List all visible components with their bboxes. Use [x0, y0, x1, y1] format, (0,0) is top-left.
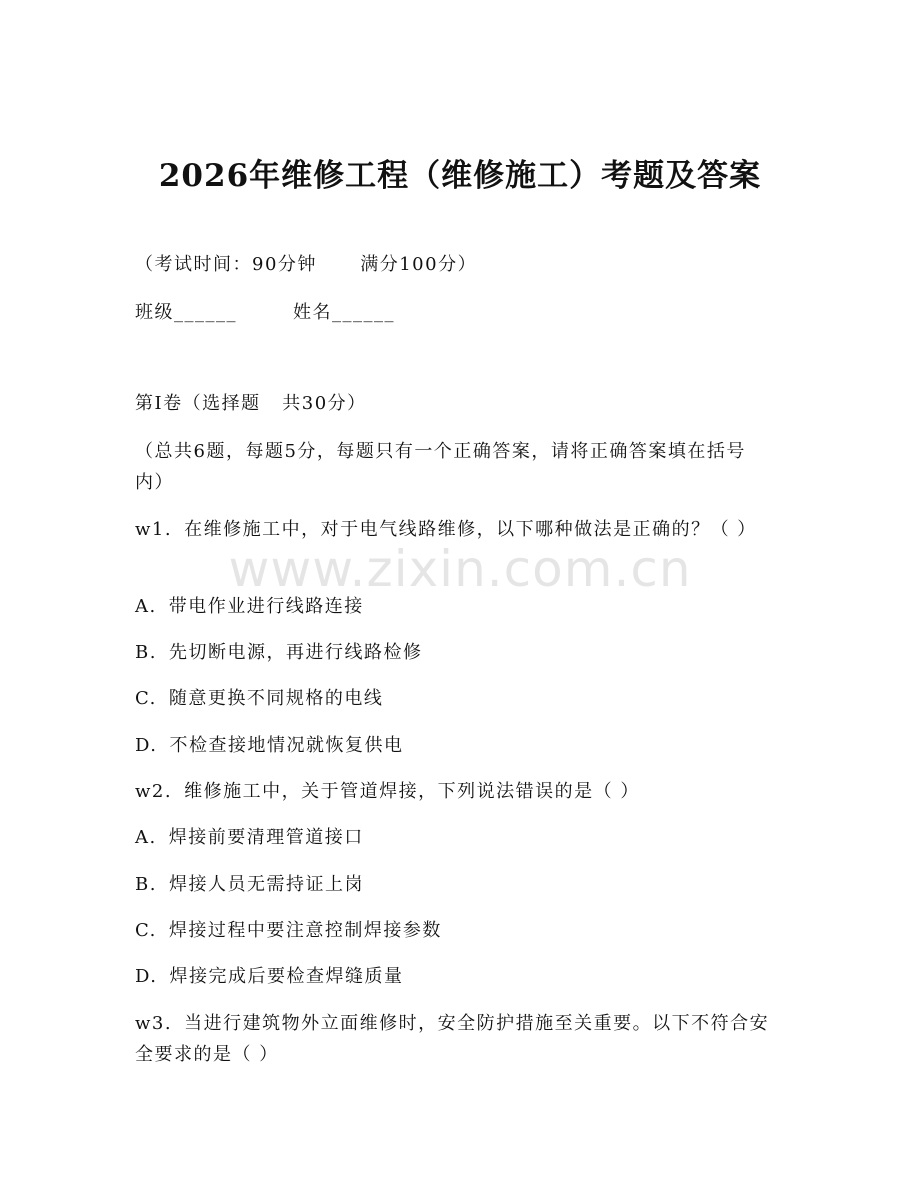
option-letter: D. — [135, 735, 158, 756]
question-1-option-c — [135, 683, 785, 714]
option-text: 随意更换不同规格的电线 — [168, 688, 384, 709]
class-field: 班级______ — [135, 302, 237, 323]
question-text: 在维修施工中，对于电气线路维修，以下哪种做法是正确的？（ ） — [184, 519, 757, 540]
option-letter: C. — [135, 688, 157, 709]
option-text: 焊接人员无需持证上岗 — [168, 874, 364, 895]
question-text: 当进行建筑物外立面维修时，安全防护措施至关重要。以下不符合安全要求的是（ ） — [135, 1013, 770, 1065]
option-text: 焊接过程中要注意控制焊接参数 — [168, 920, 442, 941]
student-info-row — [135, 297, 785, 328]
option-letter: B. — [135, 642, 157, 663]
question-2-option-a — [135, 822, 785, 853]
question-1-option-b — [135, 637, 785, 668]
option-letter: A. — [135, 596, 157, 617]
option-text: 焊接完成后要检查焊缝质量 — [169, 966, 404, 987]
question-2-option-d — [135, 961, 785, 992]
option-letter: A. — [135, 827, 157, 848]
question-number: w3. — [135, 1013, 173, 1034]
option-text: 焊接前要清理管道接口 — [168, 827, 364, 848]
document-title: 2026年维修工程（维修施工）考题及答案 — [158, 158, 762, 194]
option-letter: D. — [135, 966, 158, 987]
question-1 — [135, 514, 775, 545]
section-title: 第I卷（选择题 共30分） — [135, 393, 367, 414]
exam-info: （考试时间：90分钟 满分100分） — [135, 254, 478, 275]
name-field: 姓名______ — [293, 302, 395, 323]
question-1-option-d — [135, 730, 785, 761]
question-number: w2. — [135, 781, 173, 802]
option-letter: B. — [135, 874, 157, 895]
section-instructions: （总共6题，每题5分，每题只有一个正确答案，请将正确答案填在括号内） — [135, 441, 746, 493]
option-text: 带电作业进行线路连接 — [168, 596, 364, 617]
question-2-option-c — [135, 915, 785, 946]
question-text: 维修施工中，关于管道焊接，下列说法错误的是（ ） — [184, 781, 640, 802]
option-letter: C. — [135, 920, 157, 941]
question-2-option-b — [135, 869, 785, 900]
question-number: w1. — [135, 519, 173, 540]
watermark: www.zixin.com.cn — [228, 540, 692, 598]
question-2 — [135, 776, 775, 807]
option-text: 不检查接地情况就恢复供电 — [169, 735, 404, 756]
option-text: 先切断电源，再进行线路检修 — [168, 642, 423, 663]
question-1-option-a — [135, 591, 785, 622]
question-3 — [135, 1008, 775, 1070]
